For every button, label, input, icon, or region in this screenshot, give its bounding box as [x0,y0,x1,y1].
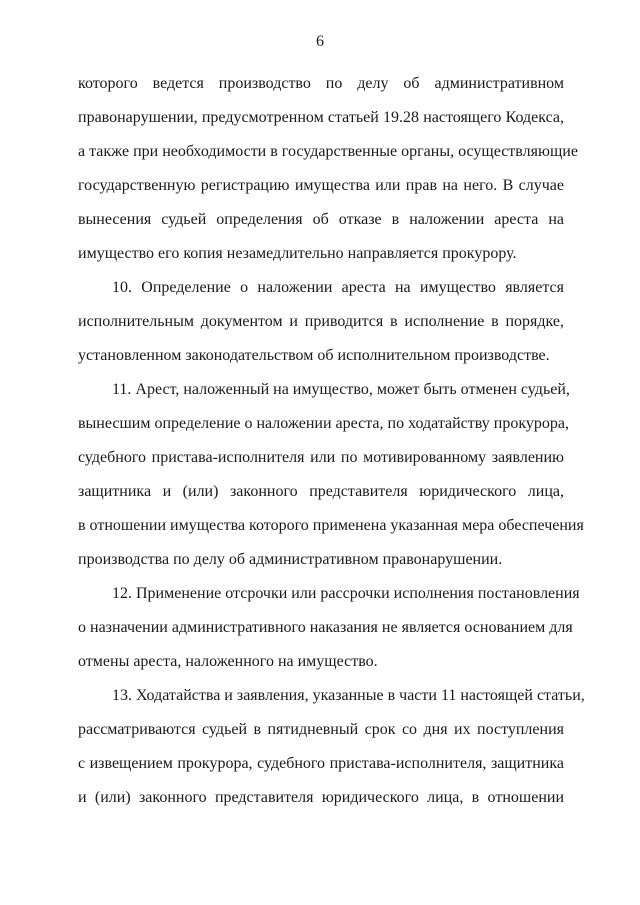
text-line: установленном законодательством об исполнительном производстве. [78,347,550,364]
text-line: и (или) законного представителя юридического лица, в отношении [78,789,564,806]
document-body [78,67,585,815]
text-line: правонарушении, предусмотренном статьей 19.28 настоящего Кодекса, [78,109,564,126]
text-line: 10. Определение о наложении ареста на имущество является [112,279,564,296]
text-line: с извещением прокурора, судебного пристава-исполнителя, защитника [78,755,564,772]
page-number: 6 [316,33,324,50]
paragraph-13 [78,679,585,815]
paragraph-10 [78,271,564,373]
text-line: рассматриваются судьей в пятидневный срок со дня их поступления [78,721,564,738]
text-line: производства по делу об административном правонарушении. [78,551,503,568]
text-line: о назначении административного наказания не является основанием для [78,619,573,636]
text-line: 11. Арест, наложенный на имущество, может быть отменен судьей, [112,381,570,398]
text-line: защитника и (или) законного представителя юридического лица, [78,483,564,500]
paragraph-11 [78,373,584,577]
paragraph-12 [78,577,580,679]
text-line: 12. Применение отсрочки или рассрочки исполнения постановления [112,585,580,602]
text-line: вынесения судьей определения об отказе в наложении ареста на [78,211,564,228]
paragraph-continuation [78,67,578,271]
text-line: в отношении имущества которого применена указанная мера обеспечения [78,517,584,534]
text-line: а также при необходимости в государственные органы, осуществляющие [78,143,578,160]
text-line: исполнительным документом и приводится в исполнение в порядке, [78,313,564,330]
text-line: государственную регистрацию имущества или прав на него. В случае [78,177,564,194]
text-line: которого ведется производство по делу об административном [78,75,564,92]
text-line: имущество его копия незамедлительно направляется прокурору. [78,245,517,262]
text-line: вынесшим определение о наложении ареста, по ходатайству прокурора, [78,415,569,432]
text-line: 13. Ходатайства и заявления, указанные в части 11 настоящей статьи, [112,687,585,704]
text-line: отмены ареста, наложенного на имущество. [78,653,378,670]
text-line: судебного пристава-исполнителя или по мотивированному заявлению [78,449,564,466]
